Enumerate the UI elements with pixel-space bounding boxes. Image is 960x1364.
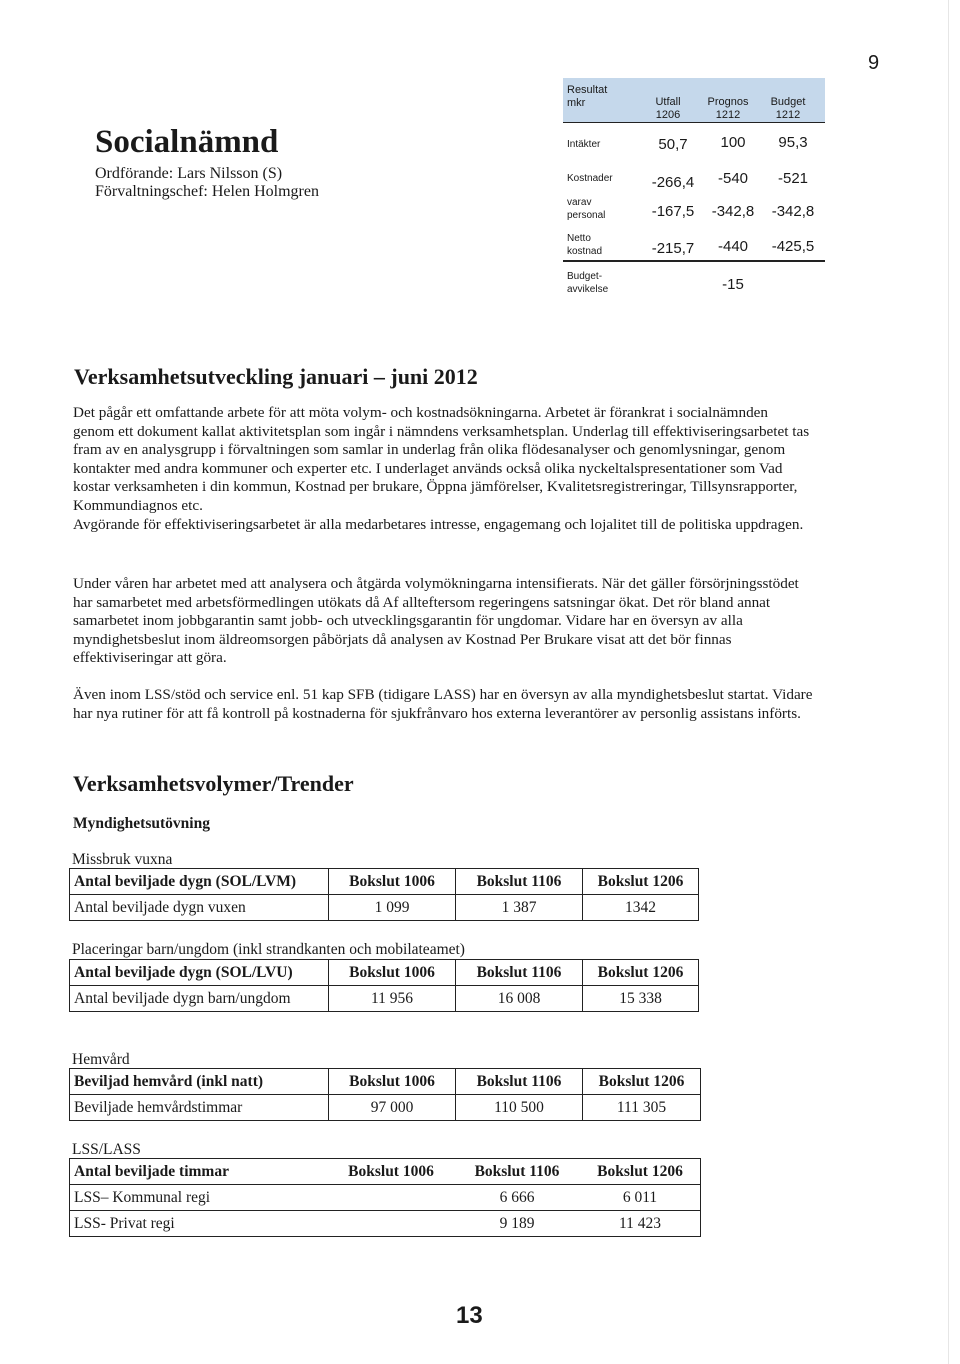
table-row: Beviljade hemvårdstimmar 97 000 110 500 111 305 bbox=[70, 1095, 701, 1121]
result-col-utfall: Utfall 1206 bbox=[655, 96, 681, 121]
result-col-prognos: Prognos 1212 bbox=[707, 96, 749, 121]
result-header-label: Resultat mkr bbox=[567, 84, 608, 109]
table-row: LSS- Privat regi 9 189 11 423 bbox=[70, 1211, 701, 1237]
section-body bbox=[73, 404, 813, 534]
section-body bbox=[73, 686, 813, 723]
subheading: Myndighetsutövning bbox=[73, 815, 210, 832]
chair-line: Ordförande: Lars Nilsson (S) bbox=[95, 165, 283, 182]
volume-table bbox=[69, 959, 699, 1012]
paragraph: Under våren har arbetet med att analysera och åtgärda volymökningarna intensifierats. När det gäller försörjningsstödet har samarbetet med arbetsförmedlingen utökats då Af allteftersom regeringens satsningar ökat. Det rör bland annat samarbetet inom jobbgarantin samt jobb- och utvecklingsgarantin för ungdomar. Vidare har en översyn av alla myndighetsbeslut inom äldreomsorgen påbörjats då analysen av Kostnad Per Brukare visat att det bör finnas effektiviseringar att göra. bbox=[73, 575, 799, 667]
page-edge-line bbox=[948, 0, 949, 1364]
section-heading: Verksamhetsvolymer/Trender bbox=[73, 771, 354, 796]
volume-table bbox=[69, 1158, 701, 1237]
table-row: Antal beviljade dygn barn/ungdom 11 956 16 008 15 338 bbox=[70, 986, 699, 1012]
manager-line: Förvaltningschef: Helen Holmgren bbox=[95, 183, 319, 200]
page-number: 9 bbox=[868, 52, 880, 74]
table-header-row: Antal beviljade timmar Bokslut 1006 Bokslut 1106 Bokslut 1206 bbox=[70, 1159, 701, 1185]
paragraph: Avgörande för effektiviseringsarbetet är alla medarbetares intresse, engagemang och lojalitet till de politiska uppdragen. bbox=[73, 515, 804, 533]
volume-table bbox=[69, 868, 699, 921]
table-header-row: Beviljad hemvård (inkl natt) Bokslut 1006 Bokslut 1106 Bokslut 1206 bbox=[70, 1069, 701, 1095]
volume-table bbox=[69, 1068, 701, 1121]
paragraph: Även inom LSS/stöd och service enl. 51 kap SFB (tidigare LASS) har en översyn av alla myndighetsbeslut startat. Vidare har nya rutiner för att få kontroll på kostnaderna för sjukfrånvaro hos externa leverantörer av personlig assistans införts. bbox=[73, 686, 813, 722]
table-row: Antal beviljade dygn vuxen 1 099 1 387 1342 bbox=[70, 895, 699, 921]
table-header-row: Antal beviljade dygn (SOL/LVM) Bokslut 1006 Bokslut 1106 Bokslut 1206 bbox=[70, 869, 699, 895]
result-divider bbox=[563, 122, 825, 123]
result-table-header bbox=[563, 78, 825, 122]
table-caption: LSS/LASS bbox=[72, 1141, 141, 1158]
footer-page-number: 13 bbox=[456, 1302, 483, 1329]
result-divider bbox=[563, 260, 825, 262]
table-caption: Placeringar barn/ungdom (inkl strandkanten och mobilateamet) bbox=[72, 941, 465, 958]
paragraph: Det pågår ett omfattande arbete för att möta volym- och kostnadsökningarna. Arbetet är förankrat i socialnämnden genom ett dokument kallat aktivitetsplan som ingår i nämndens verksamhetsplan. Underlag till effektiviseringsarbetet tas fram av en analysgrupp i förvaltningen som samlar in underlag från olika flödesanalyser och genomlysningar, genom kontakter med andra kommuner och experter etc. I underlaget används också olika nyckeltalspresentationer som Vad kostar verksamheten i din kommun, Kostnad per brukare, Öppna jämförelser, Kvalitetsregistreringar, Tillsynsrapporter, Kommundiagnos etc. bbox=[73, 404, 810, 514]
result-table: Resultat mkr Utfall 1206 Prognos 1212 Budget 1212 Intäkter 50,7 100 95,3 Kostnader -266,4 -540 -521 varav personal -167,5 -342,8 -342,8 Netto kostnad -215,7 -440 -425,5 Budget-avvikelse -15 bbox=[563, 78, 825, 298]
section-heading: Verksamhetsutveckling januari – juni 2012 bbox=[74, 364, 478, 389]
table-header-row: Antal beviljade dygn (SOL/LVU) Bokslut 1006 Bokslut 1106 Bokslut 1206 bbox=[70, 960, 699, 986]
table-row: LSS– Kommunal regi 6 666 6 011 bbox=[70, 1185, 701, 1211]
section-body bbox=[73, 575, 813, 668]
result-col-budget: Budget 1212 bbox=[770, 96, 806, 121]
table-caption: Missbruk vuxna bbox=[72, 851, 173, 868]
page-title: Socialnämnd bbox=[95, 124, 279, 160]
table-caption: Hemvård bbox=[72, 1051, 130, 1068]
